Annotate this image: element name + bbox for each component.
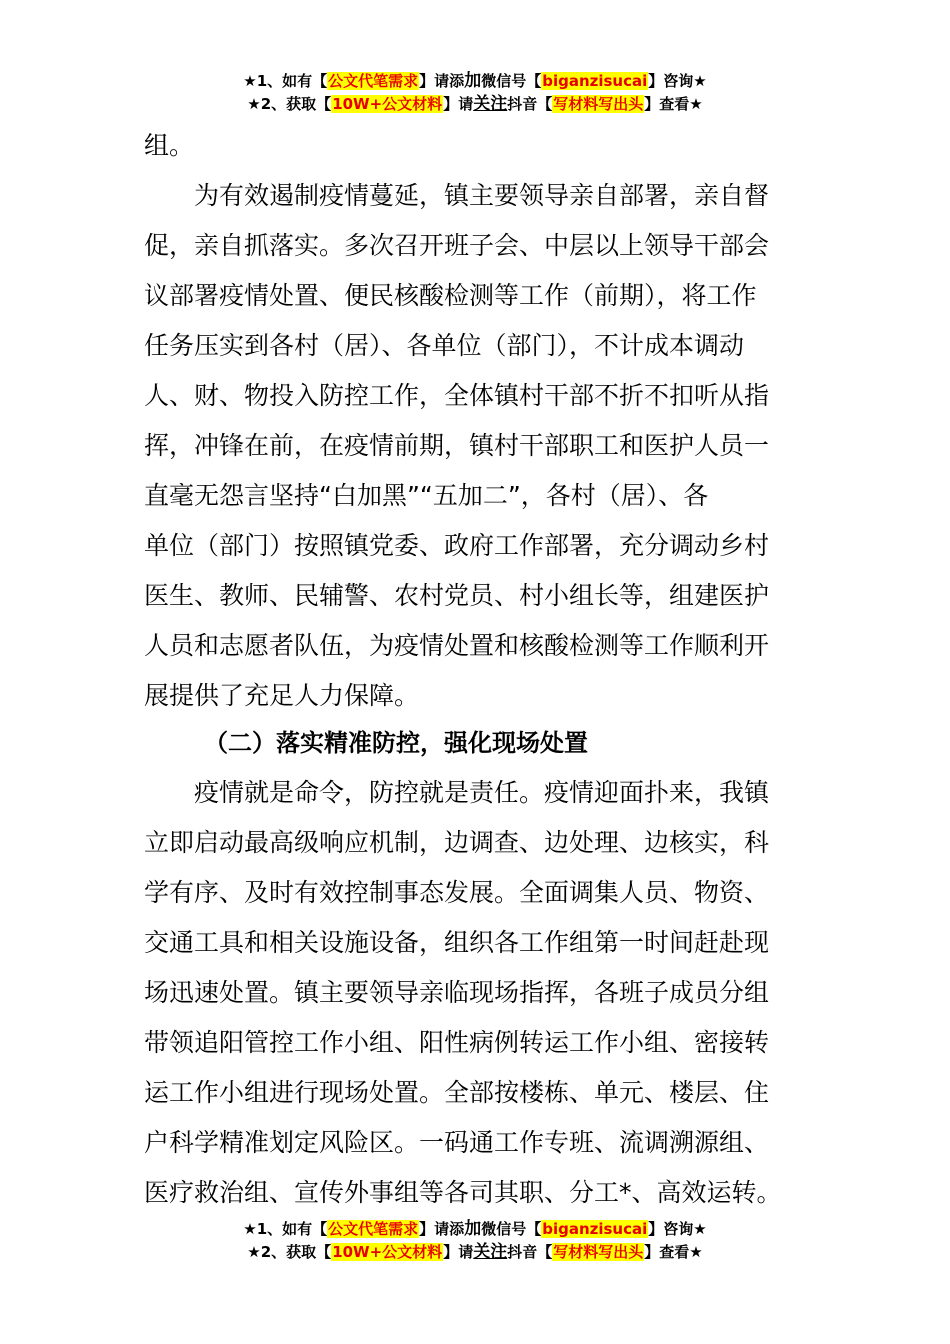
paragraph-2 <box>144 768 808 1218</box>
banner-highlight: 10W+公文材料 <box>332 95 443 113</box>
banner-highlight: biganzisucai <box>542 1220 648 1238</box>
text-line: 任务压实到各村（居）、各单位（部门），不计成本调动 <box>144 331 745 360</box>
banner-text: ★2、获取【 <box>247 95 332 113</box>
text-line: 促，亲自抓落实。多次召开班子会、中层以上领导干部会 <box>144 231 770 260</box>
text-line: 医生、教师、民辅警、农村党员、村小组长等，组建医护 <box>144 581 770 610</box>
text-line: 交通工具和相关设施设备，组织各工作组第一时间赶赴现 <box>144 928 770 957</box>
banner-highlight: 公文代笔需求 <box>328 1220 419 1238</box>
text-line: 场迅速处置。镇主要领导亲临现场指挥，各班子成员分组 <box>144 978 770 1007</box>
text-line: 户科学精准划定风险区。一码通工作专班、流调溯源组、 <box>144 1128 770 1157</box>
banner-highlight: biganzisucai <box>542 72 648 90</box>
banner-text: 】请 <box>443 95 474 113</box>
banner-highlight: 写材料写出头 <box>553 95 644 113</box>
banner-text: 微信号【 <box>481 1220 542 1238</box>
banner-text: 】请添 <box>419 72 465 90</box>
text-line: 学有序、及时有效控制事态发展。全面调集人员、物资、 <box>144 878 770 907</box>
banner-text: 】请 <box>443 1243 474 1261</box>
text-line: 单位（部门）按照镇党委、政府工作部署，充分调动乡村 <box>144 531 770 560</box>
banner-text: 关注 <box>473 94 508 114</box>
text-line: 带领追阳管控工作小组、阳性病例转运工作小组、密接转 <box>144 1028 770 1057</box>
banner-text: 抖音【 <box>507 95 553 113</box>
banner-line-1 <box>0 70 950 93</box>
banner-text: ★1、如有【 <box>243 1220 328 1238</box>
text-line: 议部署疫情处置、便民核酸检测等工作（前期），将工作 <box>144 281 757 310</box>
banner-text: ★2、获取【 <box>247 1243 332 1261</box>
banner-text: 加 <box>464 1219 482 1239</box>
top-banner <box>0 70 950 116</box>
text-line: 组。 <box>144 131 195 160</box>
text-line: 运工作小组进行现场处置。全部按楼栋、单元、楼层、住 <box>144 1078 770 1107</box>
banner-highlight: 公文代笔需求 <box>328 72 419 90</box>
banner-text: 微信号【 <box>481 72 542 90</box>
text-line: 人、财、物投入防控工作，全体镇村干部不折不扣听从指 <box>144 381 770 410</box>
text-line: 立即启动最高级响应机制，边调查、边处理、边核实，科 <box>144 828 770 857</box>
text-line: 展提供了充足人力保障。 <box>144 681 420 710</box>
banner-line-1 <box>0 1218 950 1241</box>
banner-text: 】咨询★ <box>648 1220 707 1238</box>
banner-text: 】咨询★ <box>648 72 707 90</box>
text-line: 人员和志愿者队伍，为疫情处置和核酸检测等工作顺利开 <box>144 631 770 660</box>
banner-line-2 <box>0 93 950 116</box>
text-line: 直毫无怨言坚持“白加黑”“五加二”，各村（居）、各 <box>144 481 709 510</box>
banner-text: ★1、如有【 <box>243 72 328 90</box>
banner-text: 抖音【 <box>507 1243 553 1261</box>
text-line: 疫情就是命令，防控就是责任。疫情迎面扑来，我镇 <box>144 778 770 807</box>
banner-text: 】请添 <box>419 1220 465 1238</box>
banner-highlight: 10W+公文材料 <box>332 1243 443 1261</box>
banner-line-2 <box>0 1241 950 1264</box>
banner-text: 关注 <box>473 1242 508 1262</box>
bottom-banner <box>0 1218 950 1264</box>
banner-text: 】查看★ <box>644 95 703 113</box>
section-heading: （二）落实精准防控，强化现场处置 <box>204 729 588 757</box>
paragraph-1 <box>144 121 808 721</box>
banner-highlight: 写材料写出头 <box>553 1243 644 1261</box>
text-line: 挥，冲锋在前，在疫情前期，镇村干部职工和医护人员一 <box>144 431 770 460</box>
banner-text: 加 <box>464 71 482 91</box>
banner-text: 】查看★ <box>644 1243 703 1261</box>
text-line: 为有效遏制疫情蔓延，镇主要领导亲自部署，亲自督 <box>144 181 770 210</box>
text-line: 医疗救治组、宣传外事组等各司其职、分工*、高效运转。 <box>144 1178 782 1207</box>
